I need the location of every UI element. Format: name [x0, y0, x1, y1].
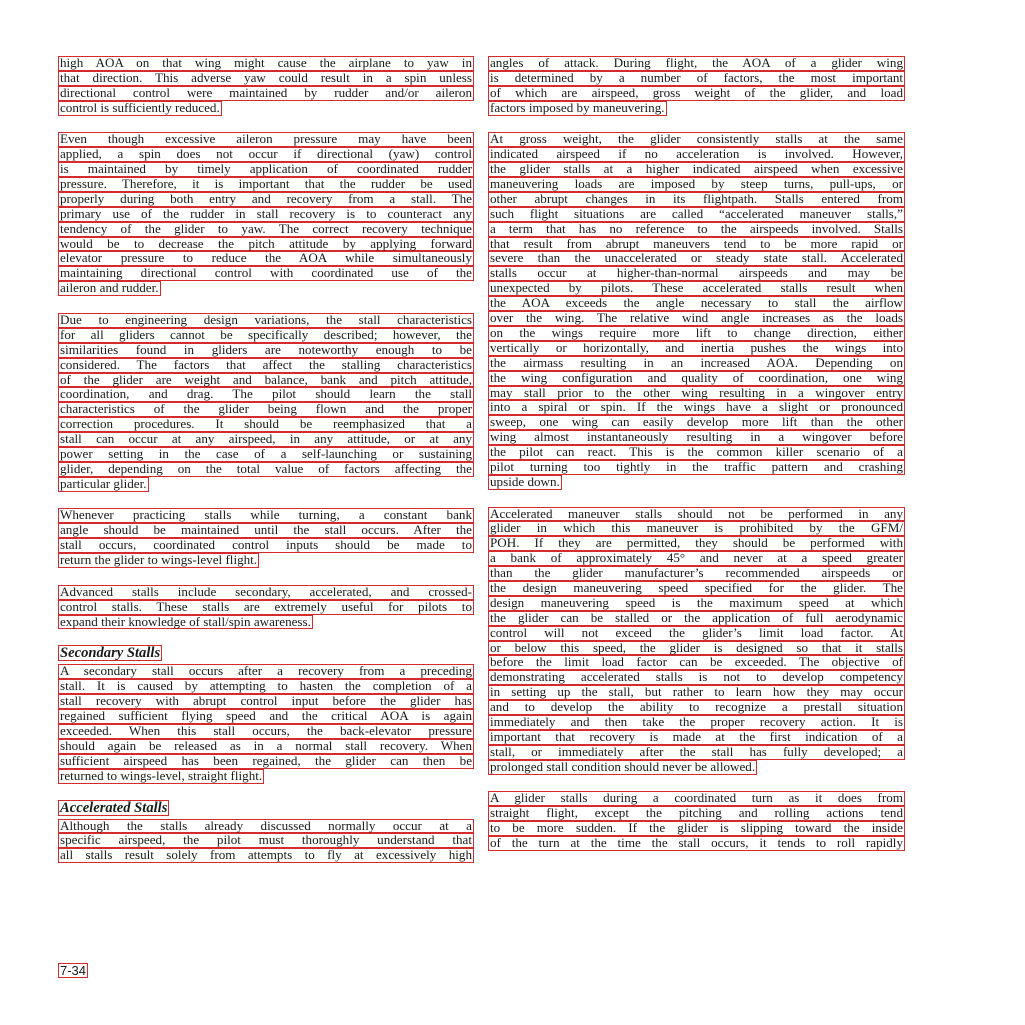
text-line: the design maneuvering speed specified for the glider. The	[490, 580, 903, 595]
text-line: wing almost instantaneously resulting in a wingover before	[490, 430, 903, 445]
text-line: stall recovery with abrupt control input before the glider has	[60, 694, 472, 709]
text-line: return the glider to wings-level flight.	[60, 553, 258, 568]
left-column	[58, 56, 474, 863]
text-line: other abrupt changes in its flightpath. Stalls entered from	[490, 191, 903, 206]
text-line: that result from abrupt maneuvers tend to be more rapid or	[490, 236, 903, 251]
text-line: directional control were maintained by rudder and/or aileron	[60, 85, 472, 100]
text-line: the AOA exceeds the angle necessary to stall the airflow	[490, 296, 903, 311]
paragraph	[488, 791, 905, 851]
text-line: specific airspeed, the pilot must thoroughly understand that	[60, 833, 472, 848]
text-line: maneuvering loads are imposed by steep turns, pull-ups, or	[490, 177, 903, 192]
text-line: before the limit load factor can be exceeded. The objective of	[490, 655, 903, 670]
text-line: considered. The factors that affect the stalling characteristics	[60, 357, 472, 372]
text-line: over the wing. The relative wind angle increases as the loads	[490, 311, 903, 326]
text-line: the glider stalls at a higher indicated airspeed when excessive	[490, 162, 903, 177]
text-line: control is sufficiently reduced.	[60, 100, 220, 115]
text-line: stall can occur at any airspeed, in any attitude, or at any	[60, 432, 472, 447]
section-heading: Secondary Stalls	[60, 645, 161, 662]
text-line: Advanced stalls include secondary, accelerated, and crossed-	[60, 584, 472, 599]
text-line: and to develop the ability to recognize a prestall situation	[490, 700, 903, 715]
text-line: sufficient airspeed has been regained, the glider can then be	[60, 753, 472, 768]
text-line: Due to engineering design variations, the stall characteristics	[60, 312, 472, 327]
text-line: Although the stalls already discussed normally occur at a	[60, 818, 472, 833]
text-line: the airmass resulting in an increased AOA. Depending on	[490, 355, 903, 370]
paragraph	[58, 313, 474, 497]
text-line: similarities found in gliders are noteworthy enough to be	[60, 342, 472, 357]
text-line: upside down.	[490, 474, 560, 489]
text-line: would be to decrease the pitch attitude by applying forward	[60, 236, 472, 251]
text-line: or below this speed, the glider is designed so that it stalls	[490, 640, 903, 655]
paragraph	[488, 132, 905, 494]
text-line: maintaining directional control with coordinated use of the	[60, 266, 472, 281]
text-line: properly during both entry and recovery from a stall. The	[60, 191, 472, 206]
text-line: indicated airspeed if no acceleration is involved. However,	[490, 147, 903, 162]
paragraph	[488, 507, 905, 780]
text-line: angles of attack. During flight, the AOA of a glider wing	[490, 56, 903, 70]
text-line: correction procedures. It should be reemphasized that a	[60, 417, 472, 432]
text-line: the pilot can react. This is the common killer scenario of a	[490, 445, 903, 460]
text-line: glider, depending on the total value of factors affecting the	[60, 461, 472, 476]
right-column	[488, 56, 905, 851]
text-line: into a spiral or spin. If the wings have a slight or pronounced	[490, 400, 903, 415]
text-line: the wing configuration and quality of coordination, one wing	[490, 370, 903, 385]
text-line: power setting in the case of a self-launching or sustaining	[60, 446, 472, 461]
page-number: 7-34	[60, 963, 87, 978]
text-line: immediately and then take the proper recovery action. It is	[490, 715, 903, 729]
text-line: stalls occur at higher-than-normal airspeeds and may be	[490, 266, 903, 281]
text-line: coordination, and drag. The pilot should learn the stall	[60, 387, 472, 402]
text-line: regained sufficient flying speed and the critical AOA is again	[60, 709, 472, 724]
text-line: vertically or horizontally, and inertia pushes the wings into	[490, 340, 903, 355]
text-line: unexpected by pilots. These accelerated stalls result when	[490, 281, 903, 296]
text-line: the glider can be stalled or the application of full aerodynamic	[490, 610, 903, 625]
text-line: stall, or immediately after the stall has fully developed; a	[490, 744, 903, 759]
text-line: demonstrating accelerated stalls is not to develop competency	[490, 670, 903, 685]
text-line: in setting up the stall, but rather to learn how they may occur	[490, 685, 903, 700]
section-heading: Accelerated Stalls	[60, 799, 168, 816]
text-line: aileron and rudder.	[60, 281, 159, 296]
text-line: straight flight, except the pitching and rolling actions tend	[490, 806, 903, 821]
text-line: A glider stalls during a coordinated turn as it does from	[490, 791, 903, 806]
text-line: particular glider.	[60, 476, 147, 491]
paragraph	[58, 664, 474, 788]
text-line: pressure. Therefore, it is important that the rudder be used	[60, 177, 472, 192]
paragraph	[58, 508, 474, 573]
text-line: than the glider manufacturer’s recommended airspeeds or	[490, 566, 903, 581]
text-line: stall occurs, coordinated control inputs should be made to	[60, 538, 472, 553]
text-line: for all gliders cannot be specifically described; however, the	[60, 327, 472, 342]
text-line: should again be released as in a normal stall recovery. When	[60, 738, 472, 753]
text-line: high AOA on that wing might cause the airplane to yaw in	[60, 56, 472, 70]
text-line: prolonged stall condition should never be allowed.	[490, 759, 756, 774]
text-line: pilot turning too tightly in the traffic pattern and crashing	[490, 459, 903, 474]
paragraph	[488, 56, 905, 121]
text-line: a bank of approximately 45° and never at a speed greater	[490, 551, 903, 566]
text-line: glider in which this maneuver is prohibited by the GFM/	[490, 521, 903, 536]
text-line: factors imposed by maneuvering.	[490, 100, 665, 115]
text-line: control will not exceed the glider’s limit load factor. At	[490, 625, 903, 640]
paragraph	[58, 585, 474, 635]
text-line: Accelerated maneuver stalls should not be performed in any	[490, 506, 903, 521]
text-line: all stalls result solely from attempts to fly at excessively high	[60, 848, 472, 863]
text-line: sweep, one wing can easily develop more lift than the other	[490, 415, 903, 430]
text-line: that direction. This adverse yaw could result in a spin unless	[60, 70, 472, 85]
text-line: tendency of the glider to yaw. The correct recovery technique	[60, 221, 472, 236]
text-line: Whenever practicing stalls while turning, a constant bank	[60, 508, 472, 523]
text-line: At gross weight, the glider consistently stalls at the same	[490, 132, 903, 147]
text-line: angle should be maintained until the stall occurs. After the	[60, 523, 472, 538]
text-line: such flight situations are called “accelerated maneuver stalls,”	[490, 206, 903, 221]
text-line: exceeded. When this stall occurs, the back-elevator pressure	[60, 724, 472, 739]
text-line: is determined by a number of factors, the most important	[490, 70, 903, 85]
text-line: design maneuvering speed is the maximum speed at which	[490, 595, 903, 610]
text-line: stall. It is caused by attempting to hasten the completion of a	[60, 679, 472, 694]
text-line: on the wings require more lift to change direction, either	[490, 325, 903, 340]
text-line: A secondary stall occurs after a recovery from a preceding	[60, 664, 472, 679]
text-line: elevator pressure to reduce the AOA while simultaneously	[60, 251, 472, 266]
text-line: expand their knowledge of stall/spin awareness.	[60, 614, 311, 629]
text-line: of the glider are weight and balance, bank and pitch attitude,	[60, 372, 472, 387]
text-line: applied, a spin does not occur if directional (yaw) control	[60, 147, 472, 162]
text-line: important that recovery is made at the first indication of a	[490, 729, 903, 744]
paragraph	[58, 819, 474, 864]
text-line: of which are airspeed, gross weight of the glider, and load	[490, 85, 903, 100]
paragraph	[58, 56, 474, 121]
text-line: returned to wings-level, straight flight.	[60, 768, 263, 783]
text-line: severe than the unaccelerated or steady state stall. Accelerated	[490, 251, 903, 266]
paragraph	[58, 132, 474, 301]
text-line: a term that has no reference to the airspeeds involved. Stalls	[490, 221, 903, 236]
text-line: control stalls. These stalls are extremely useful for pilots to	[60, 599, 472, 614]
text-line: primary use of the rudder in stall recovery is to counteract any	[60, 206, 472, 221]
text-line: of the turn at the time the stall occurs, it tends to roll rapidly	[490, 836, 903, 851]
text-line: Even though excessive aileron pressure may have been	[60, 132, 472, 147]
text-line: is maintained by timely application of coordinated rudder	[60, 162, 472, 177]
text-line: to be more sudden. If the glider is slipping toward the inside	[490, 821, 903, 836]
text-line: POH. If they are permitted, they should be performed with	[490, 536, 903, 551]
text-line: may stall prior to the other wing resulting in a wingover entry	[490, 385, 903, 400]
text-line: characteristics of the glider being flown and the proper	[60, 402, 472, 417]
